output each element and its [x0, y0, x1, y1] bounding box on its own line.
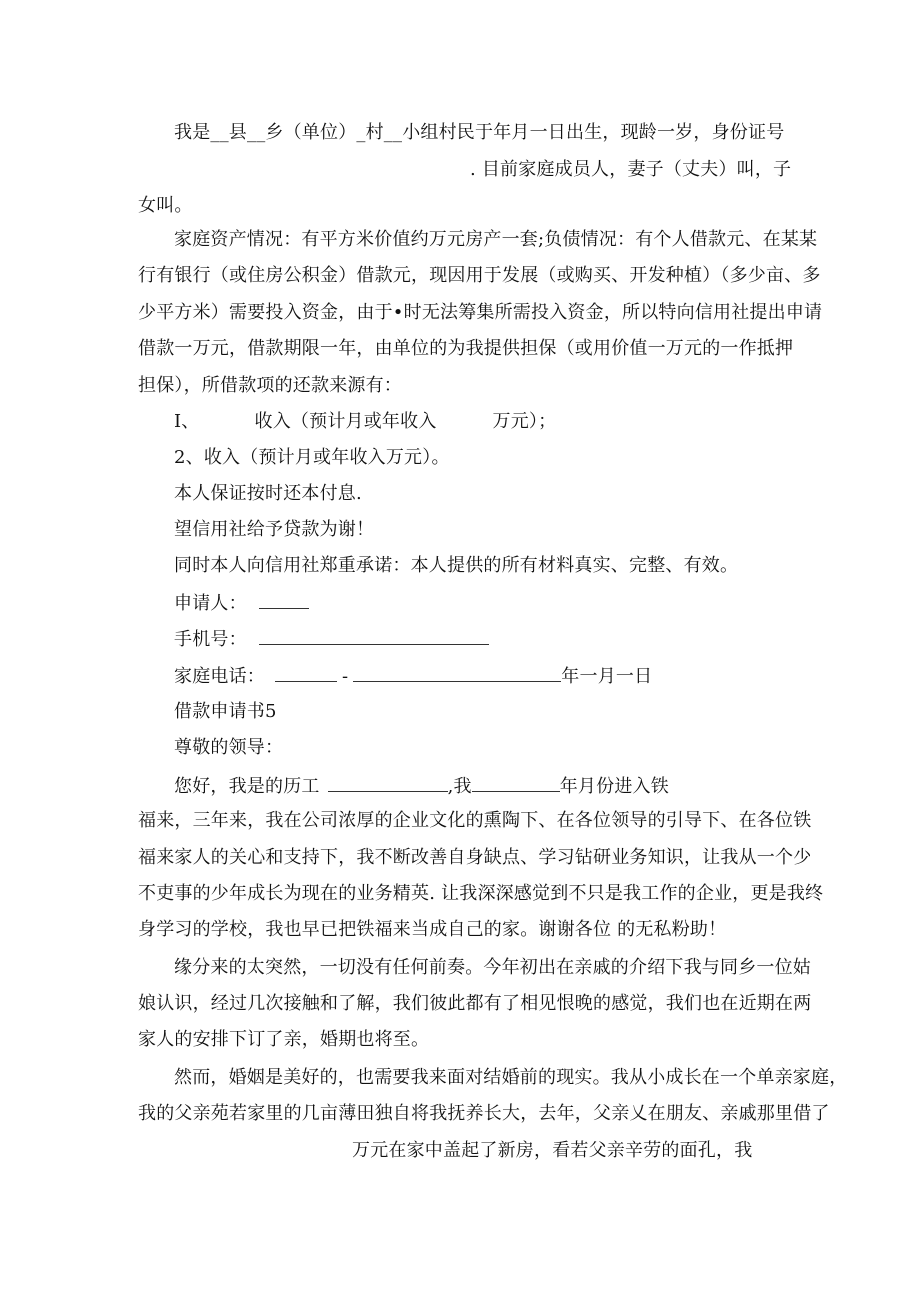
text-line: 我是__县__乡（单位）_村__小组村民于年月一日出生，现龄一岁，身份证号: [174, 122, 785, 143]
hope-line: 望信用社给予贷款为谢！: [174, 519, 375, 540]
home-phone-row: [174, 663, 652, 689]
promise-line: 同时本人向信用社郑重承诺：本人提供的所有材料真实、完整、有效。: [174, 555, 739, 576]
text-line: 行有银行（或住房公积金）借款元，现因用于发展（或购买、开发种植）（多少亩、多: [138, 265, 821, 286]
text-line: . 目前家庭成员人，妻子（丈夫）叫，子: [470, 159, 792, 180]
paragraph-line: 娘认识，经过几次接触和了解，我们彼此都有了相见恨晚的感觉，我们也在近期在两: [138, 993, 812, 1014]
phone-row: [174, 626, 489, 652]
income-item-2: 2、收入（预计月或年收入万元）。: [174, 447, 450, 468]
applicant-label: 申请人：: [174, 593, 247, 614]
paragraph-line: 我的父亲苑若家里的几亩薄田独自将我抚养长大，去年，父亲乂在朋友、亲戚那里借了: [138, 1103, 830, 1124]
income-item-1-number: I、: [174, 411, 200, 432]
guarantee-line: 本人保证按时还本付息.: [174, 483, 362, 504]
phone-label: 手机号：: [174, 629, 247, 650]
name-blank: [328, 773, 448, 792]
text-line: 少平方米）需要投入资金，由于•时无法筹集所需投入资金，所以特向信用社提出申请: [138, 302, 823, 323]
p1-text-a: 您好，我是的历工: [174, 776, 320, 797]
section-heading: 借款申请书5: [174, 701, 277, 722]
home-phone-label: 家庭电话：: [174, 666, 265, 687]
year-blank: [472, 773, 560, 792]
salutation: 尊敬的领导：: [174, 737, 284, 758]
paragraph-line: 身学习的学校，我也早已把铁福来当成自己的家。谢谢各位 的无私粉助！: [138, 919, 727, 940]
phone-blank: [259, 626, 489, 645]
text-line: 担保），所借款项的还款来源有：: [138, 375, 402, 396]
area-code-blank: [275, 663, 337, 682]
income-item-1: [174, 410, 556, 434]
paragraph-line: 不吏事的少年成长为现在的业务精英. 让我深深感觉到不只是我工作的企业，更是我终: [138, 883, 824, 904]
paragraph-line: 缘分来的太突然，一切没有任何前奏。今年初出在亲戚的介绍下我与同乡一位姑: [174, 957, 811, 978]
date-text: 年一月一日: [561, 666, 653, 687]
paragraph-line: 万元在家中盖起了新房，看若父亲辛劳的面孔，我: [352, 1140, 753, 1161]
paragraph-line: 福来，三年来，我在公司浓厚的企业文化的熏陶下、在各位领导的引导下、在各位铁: [138, 810, 812, 831]
dash: -: [342, 666, 349, 687]
income-item-1-text: 收入（预计月或年收入: [254, 411, 437, 432]
paragraph-line: 福来家人的关心和支持下，我不断改善自身缺点、学习钻研业务知识，让我从一个少: [138, 847, 812, 868]
paragraph-1-first-line: [174, 773, 669, 799]
applicant-blank: [259, 590, 309, 609]
text-line: 家庭资产情况：有平方米价值约万元房产一套;负债情况：有个人借款元、在某某: [174, 229, 818, 250]
income-item-1-unit: 万元）；: [492, 411, 557, 432]
applicant-row: [174, 590, 309, 616]
p1-text-b: ,我: [447, 776, 472, 797]
p1-text-c: 年月份进入铁: [559, 776, 669, 797]
text-line: 借款一万元，借款期限一年，由单位的为我提供担保（或用价值一万元的一作抵押: [138, 338, 794, 359]
text-line: 女叫。: [138, 195, 193, 216]
home-phone-blank: [353, 663, 561, 682]
paragraph-line: 然而，婚姻是美好的，也需要我来面对结婚前的现实。我从小成长在一个单亲家庭，: [174, 1067, 848, 1088]
paragraph-line: 家人的安排下订了亲，婚期也将至。: [138, 1029, 430, 1050]
